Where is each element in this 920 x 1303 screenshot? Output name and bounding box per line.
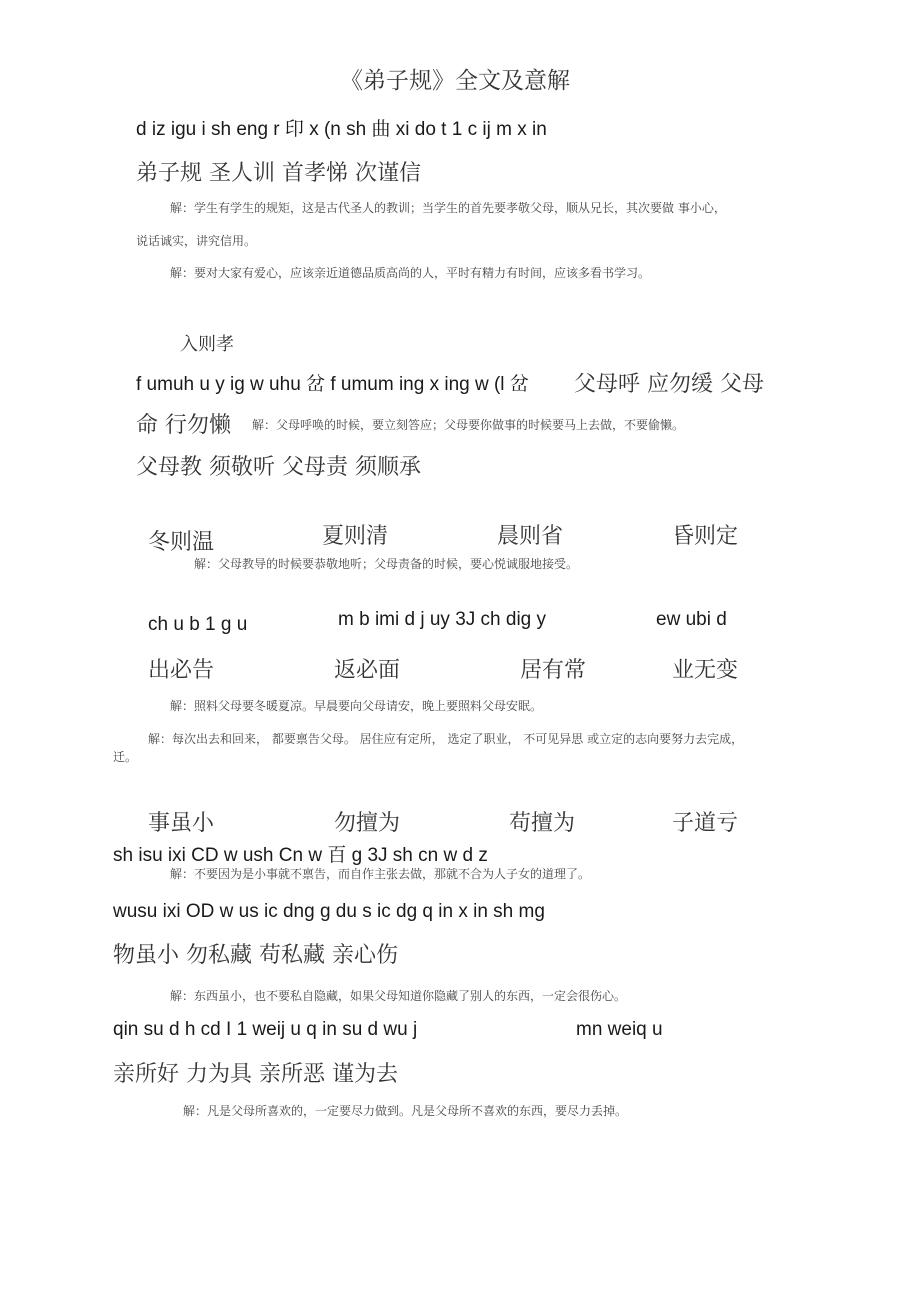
verse-phrase: 业无变 — [672, 658, 739, 683]
explanation-text: 解：父母教导的时候要恭敬地听；父母责备的时候，要心悦诚服地接受。 — [194, 557, 579, 571]
pinyin-line: sh isu ixi CD w ush Cn w 百 g 3J sh cn w d z — [113, 845, 488, 866]
verse-phrase: 出必告 — [148, 658, 215, 683]
verse-phrase: 子道亏 — [672, 811, 739, 836]
pinyin-line: m b imi d j uy 3J ch dig y — [338, 609, 547, 630]
explanation-text: 解：父母呼唤的时候，要立刻答应；父母要你做事的时候要马上去做，不要偷懒。 — [252, 418, 685, 432]
explanation-text: 解：学生有学生的规矩，这是古代圣人的教训；当学生的首先要孝敬父母，顺从兄长，其次要做 事小心， — [170, 201, 726, 215]
explanation-text: 迁。 — [113, 750, 138, 764]
verse-phrase: 居有常 — [520, 658, 587, 683]
page-title: 《弟子规》全文及意解 — [340, 68, 570, 94]
verse-line: 物虽小 勿私藏 苟私藏 亲心伤 — [113, 943, 398, 968]
explanation-text: 解：照料父母要冬暖夏凉。早晨要向父母请安，晚上要照料父母安眠。 — [170, 699, 543, 713]
verse-phrase: 夏则清 — [322, 524, 389, 549]
pinyin-line: wusu ixi OD w us ic dng g du s ic dg q in x in sh mg — [113, 901, 545, 922]
verse-line: 父母呼 应勿缓 父母 — [574, 372, 764, 397]
explanation-text: 解：要对大家有爱心，应该亲近道德品质高尚的人，平时有精力有时间，应该多看书学习。 — [170, 266, 651, 280]
pinyin-line: ew ubi d — [656, 609, 727, 630]
verse-phrase: 返必面 — [334, 658, 401, 683]
explanation-text: 解：东西虽小，也不要私自隐藏，如果父母知道你隐藏了别人的东西，一定会很伤心。 — [170, 989, 627, 1003]
verse-line: 弟子规 圣人训 首孝悌 次谨信 — [136, 161, 421, 186]
pinyin-line: mn weiq u — [576, 1019, 663, 1040]
explanation-text: 解：每次出去和回来， 都要禀告父母。 居住应有定所， 选定了职业， 不可见异思 或立定的志向要努力去完成， — [148, 732, 744, 746]
verse-phrase: 勿擅为 — [334, 811, 401, 836]
explanation-text: 解：不要因为是小事就不禀告，而自作主张去做，那就不合为人子女的道理了。 — [170, 867, 591, 881]
pinyin-line: qin su d h cd I 1 weij u q in su d wu j — [113, 1019, 418, 1040]
explanation-text: 说话诚实，讲究信用。 — [136, 234, 257, 248]
section-heading: 入则孝 — [180, 334, 234, 355]
verse-line: 亲所好 力为具 亲所恶 谨为去 — [113, 1062, 398, 1087]
verse-phrase: 冬则温 — [148, 530, 215, 555]
verse-phrase: 事虽小 — [148, 811, 215, 836]
verse-line: 父母教 须敬听 父母责 须顺承 — [136, 455, 421, 480]
verse-phrase: 晨则省 — [497, 524, 564, 549]
pinyin-line: d iz igu i sh eng r 印 x (n sh 曲 xi do t 1 c ij m x in — [136, 119, 547, 140]
pinyin-line: f umuh u y ig w uhu 岔 f umum ing x ing w (l 岔 — [136, 374, 529, 395]
verse-phrase: 昏则定 — [672, 524, 739, 549]
verse-phrase: 苟擅为 — [509, 811, 576, 836]
verse-line: 命 行勿懒 — [136, 413, 231, 438]
pinyin-line: ch u b 1 g u — [148, 614, 248, 635]
explanation-text: 解：凡是父母所喜欢的，一定要尽力做到。凡是父母所不喜欢的东西，要尽力丢掉。 — [183, 1104, 628, 1118]
